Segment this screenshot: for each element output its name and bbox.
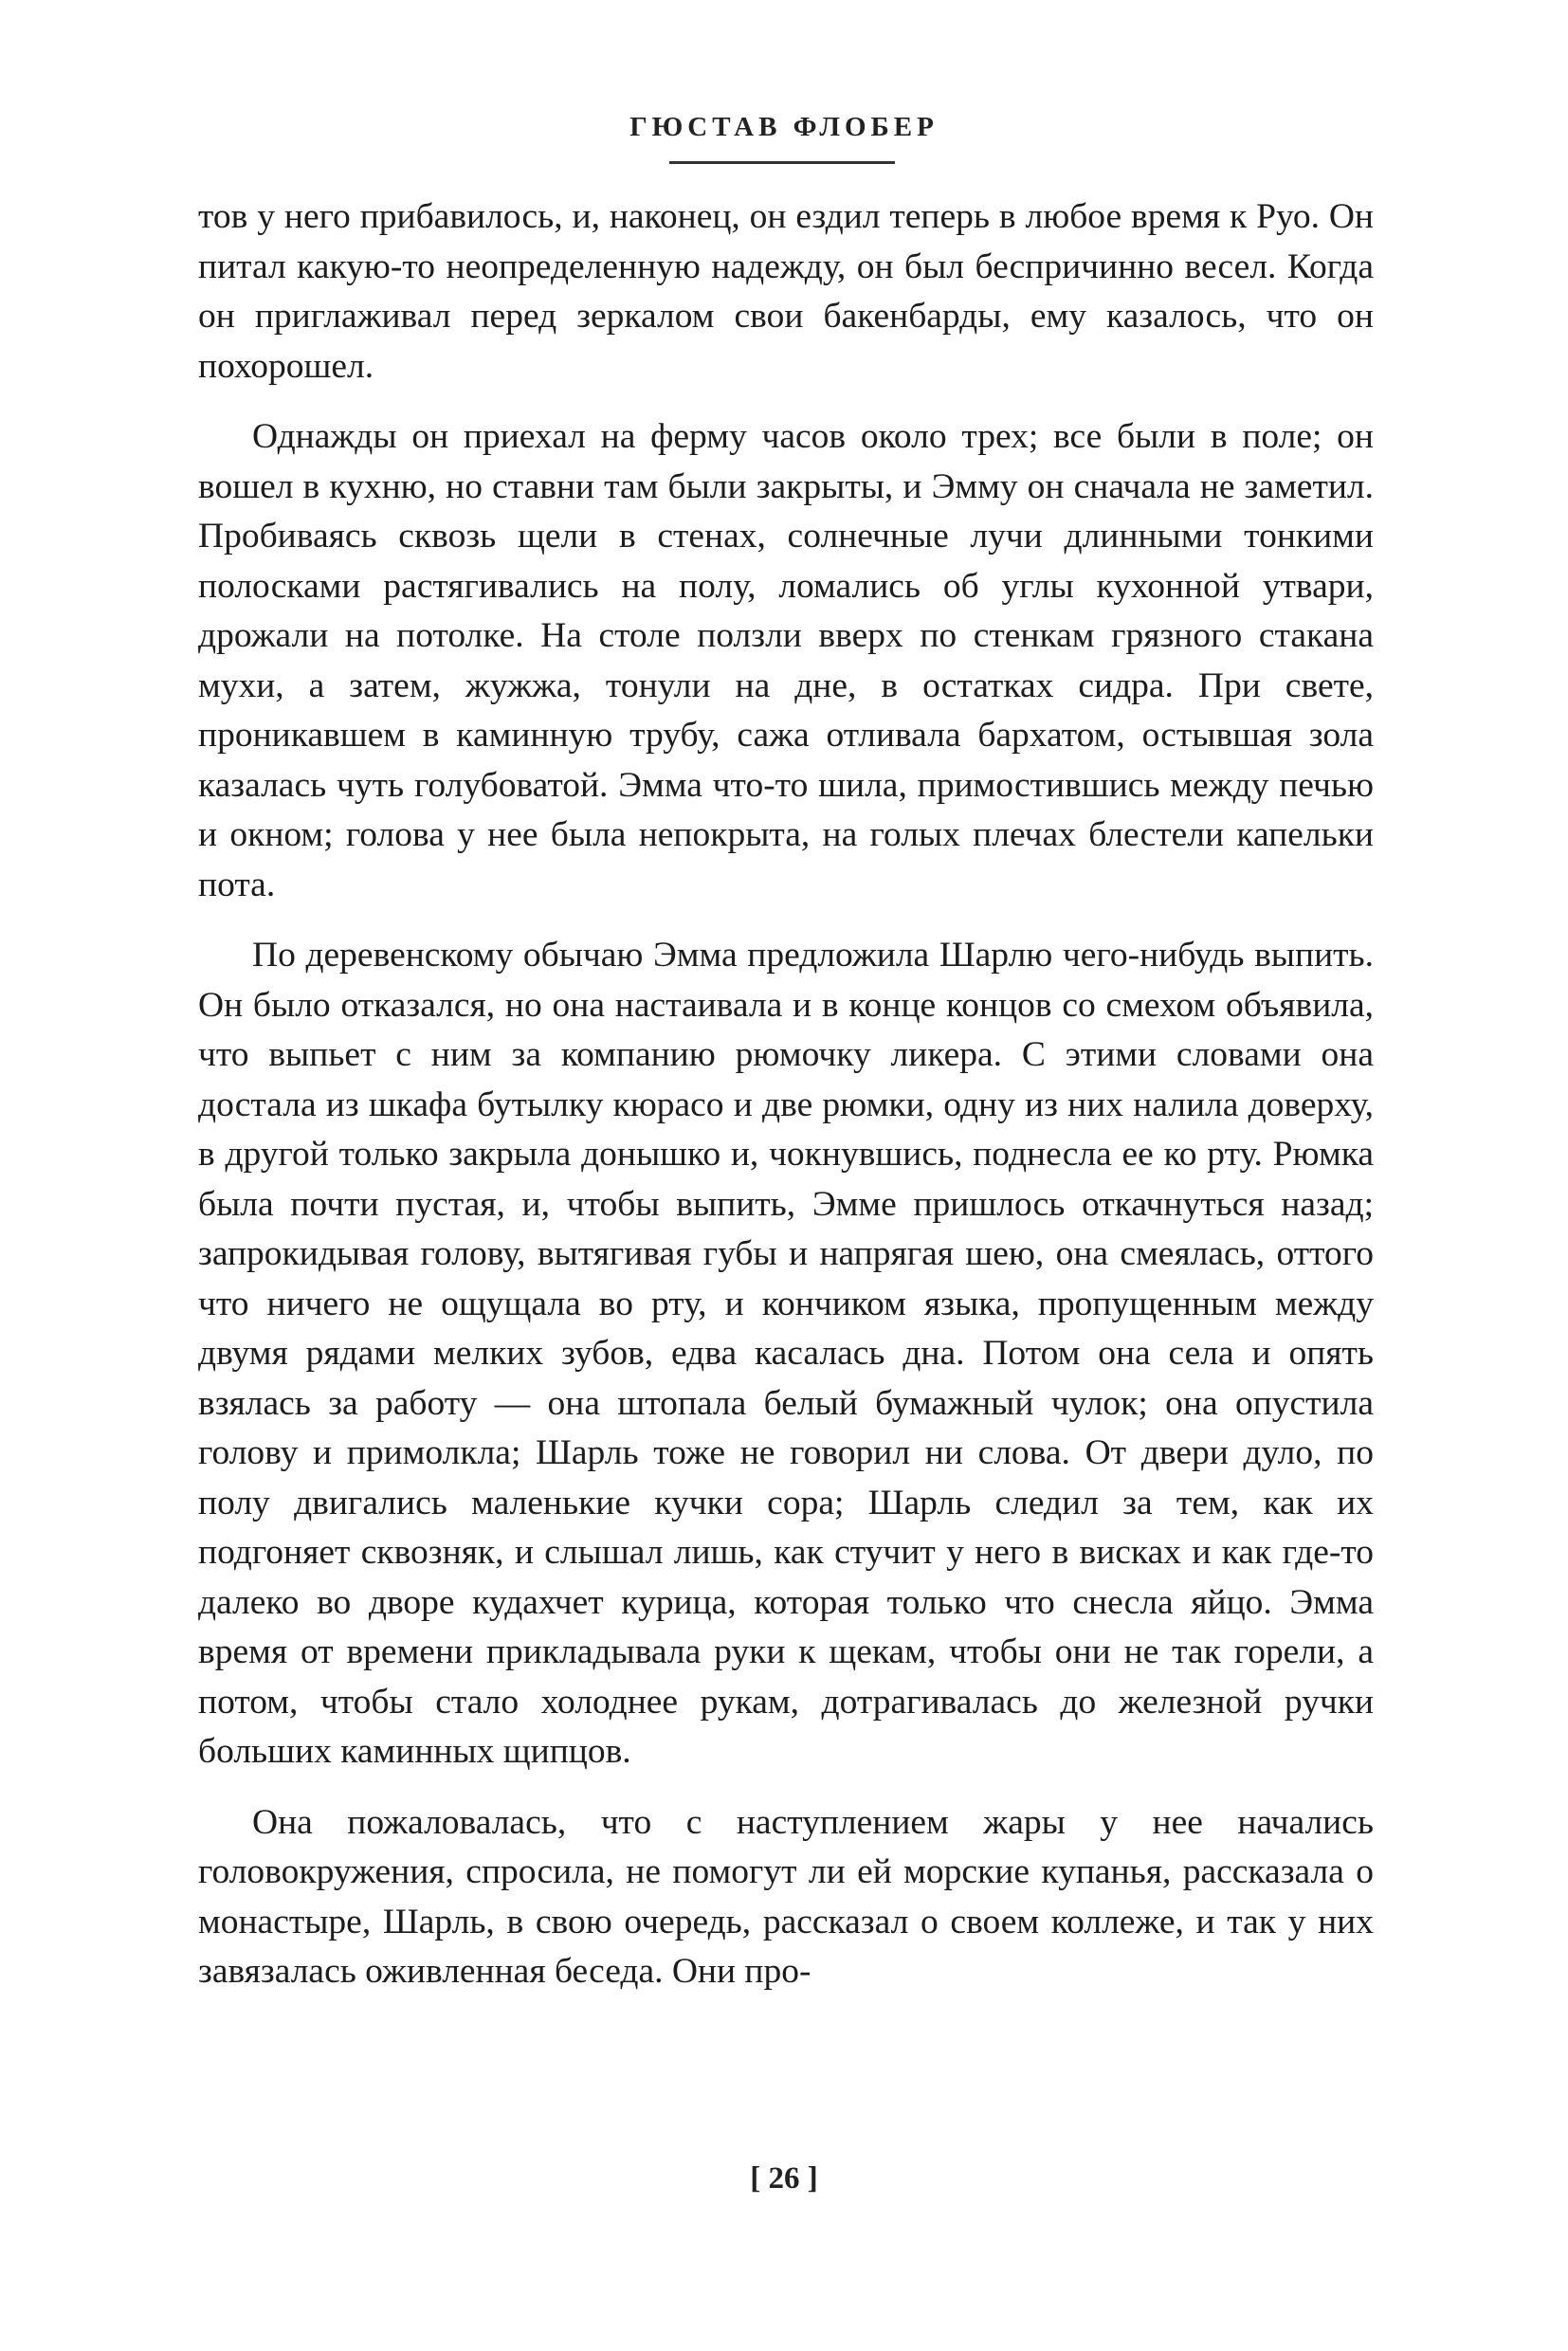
header-rule xyxy=(669,161,895,164)
paragraph: тов у него прибавилось, и, наконец, он ездил теперь в любое время к Руо. Он питал какую-то неопределенную надежду, он был беспричинно весел. Когда он приглаживал перед зеркалом свои бакенбарды, ему казалось, что он похорошел. xyxy=(198,197,1374,386)
body-text xyxy=(198,192,1374,1997)
paragraph: По деревенскому обычаю Эмма предложила Шарлю чего-нибудь выпить. Он было отказался, но она настаивала и в конце концов со смехом объявила, что выпьет с ним за компанию рюмочку ликера. С этими словами она достала из шкафа бутылку кюрасо и две рюмки, одну из них налила доверху, в другой только закрыла донышко и, чокнувшись, поднесла ее ко рту. Рюмка была почти пустая, и, чтобы выпить, Эмме пришлось откачнуться назад; запрокидывая голову, вытягивая губы и напрягая шею, она смеялась, оттого что ничего не ощущала во рту, и кончиком языка, пропущенным между двумя рядами мелких зубов, едва касалась дна. Потом она села и опять взялась за работу — она штопала белый бумажный чулок; она опустила голову и примолкла; Шарль тоже не говорил ни слова. От двери дуло, по полу двигались маленькие кучки сора; Шарль следил за тем, как их подгоняет сквозняк, и слышал лишь, как стучит у него в висках и как где-то далеко во дворе кудахчет курица, которая только что снесла яйцо. Эмма время от времени прикладывала руки к щекам, чтобы они не так горели, а потом, чтобы стало холоднее рукам, дотрагивалась до железной ручки больших каминных щипцов. xyxy=(198,936,1374,1771)
running-head-title: ГЮСТАВ ФЛОБЕР xyxy=(629,112,939,142)
paragraph: Она пожаловалась, что с наступлением жары у нее начались головокружения, спросила, не помогут ли ей морские купанья, рассказала о монастыре, Шарль, в свою очередь, рассказал о своем коллеже, и так у них завязалась оживленная беседа. Они про- xyxy=(198,1802,1374,1991)
paragraph: Однажды он приехал на ферму часов около трех; все были в поле; он вошел в кухню, но ставни там были закрыты, и Эмму он сначала не заметил. Пробиваясь сквозь щели в стенах, солнечные лучи длинными тонкими полосками растягивались на полу, ломались об углы кухонной утвари, дрожали на потолке. На столе ползли вверх по стенкам грязного стакана мухи, а затем, жужжа, тонули на дне, в остатках сидра. При свете, проникавшем в каминную трубу, сажа отливала бархатом, остывшая зола казалась чуть голубоватой. Эмма что-то шила, примостившись между печью и окном; голова у нее была непокрыта, на голых плечах блестели капельки пота. xyxy=(198,417,1374,904)
page-number: [ 26 ] xyxy=(750,2161,818,2196)
